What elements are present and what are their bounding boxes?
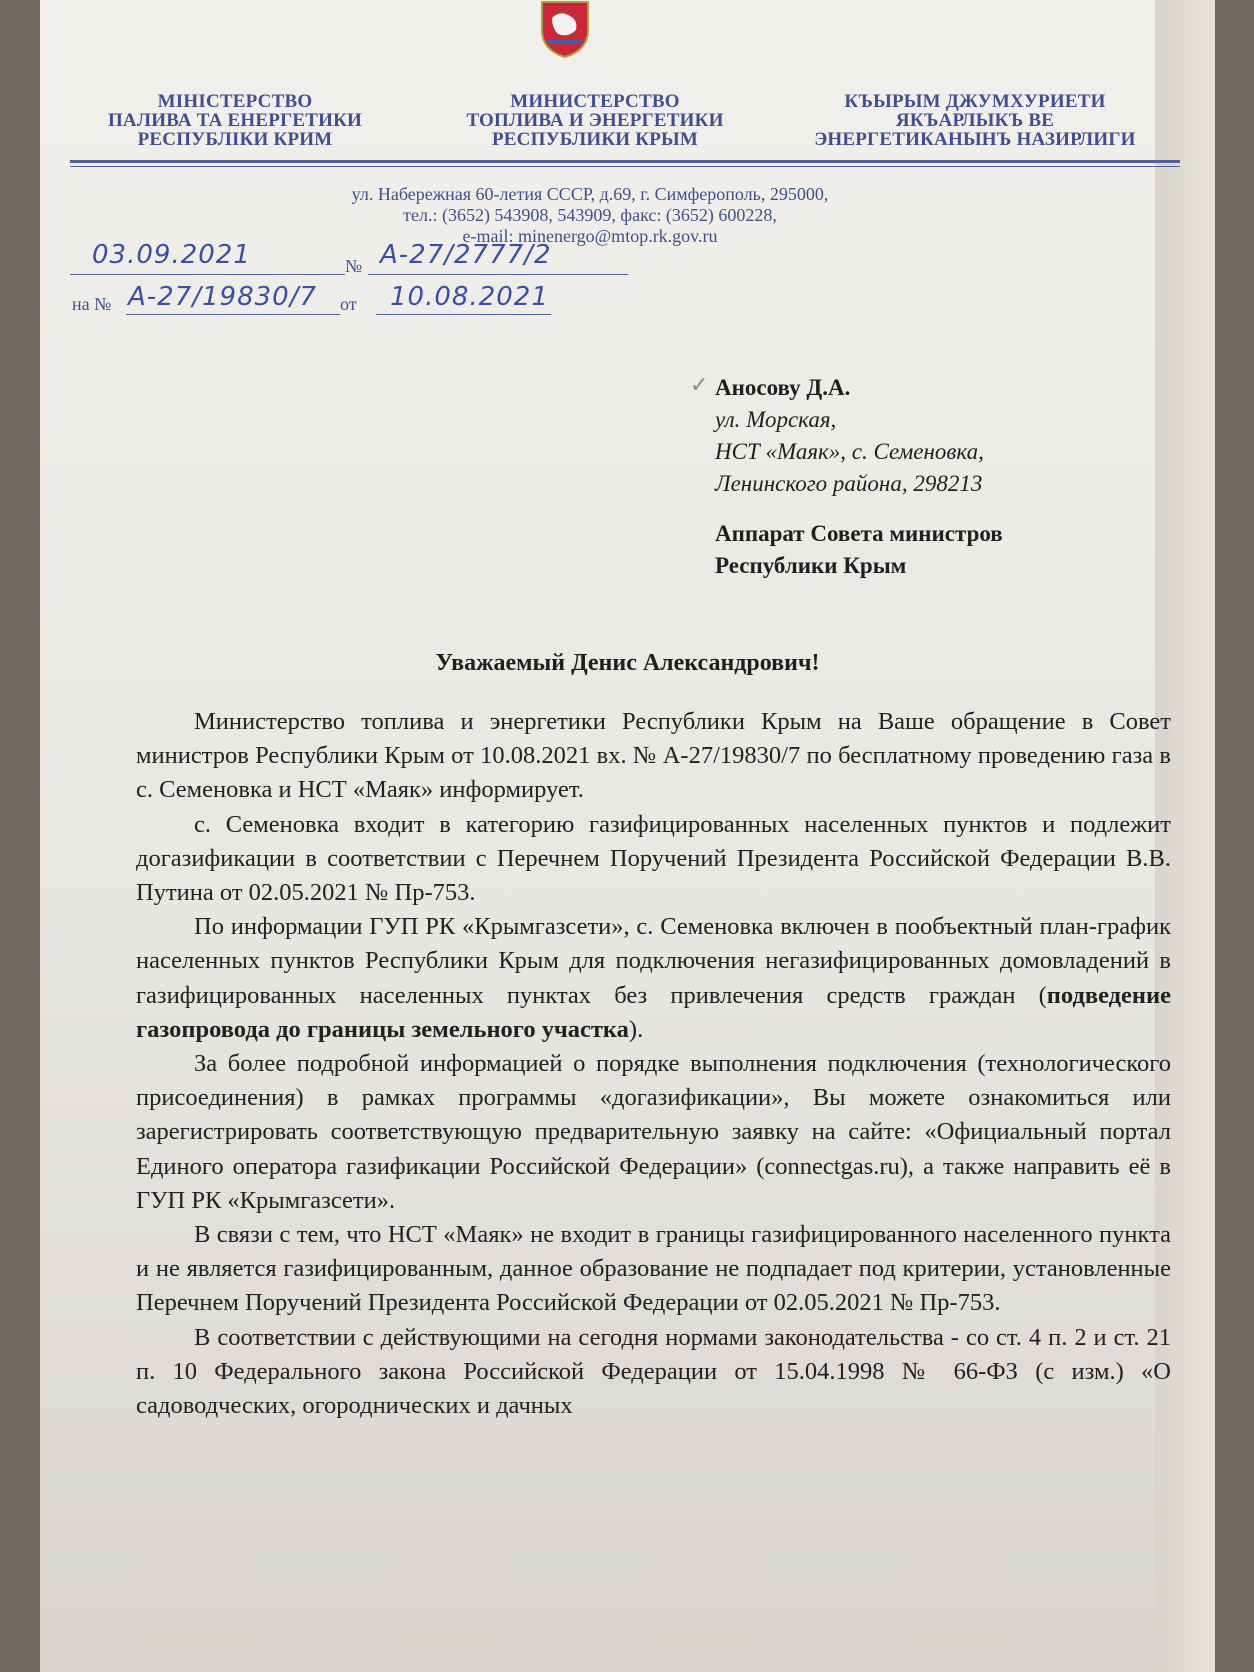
reference-number: А-27/19830/7 — [128, 282, 318, 312]
addressee-block — [715, 372, 1175, 582]
body-paragraph-4: За более подробной информацией о порядке выполнения подключения (технологического присоединения) в рамках программы «догазификации», Вы можете ознакомиться или зарегистрировать соответствующую предварительную заявку на сайте: «Официальный портал Единого оператора газификации Российской Федерации» (connectgas.ru), а также направить её в ГУП РК «Крымгазсети». — [136, 1050, 1171, 1214]
body-paragraph-3: По информации ГУП РК «Крымгазсети», с. Семеновка включен в пообъектный план-график населенных пунктов Республики Крым для подключения негазифицированных домовладений в газифицированных населенных пунктах без привлечения средств граждан (подведение газопровода до границы земельного участка). — [136, 913, 1171, 1043]
bold-emphasis: подведение газопровода до границы земельного участка — [136, 981, 1171, 1043]
address-line: ул. Набережная 60-летия СССР, д.69, г. Симферополь, 295000, — [351, 184, 829, 204]
date-underline — [70, 274, 345, 275]
header-divider — [70, 160, 1180, 163]
copy-recipient-line1: Аппарат Совета министров — [715, 521, 1003, 546]
body-paragraph-5: В связи с тем, что НСТ «Маяк» не входит в границы газифицированного населенного пункта и не является газифицированным, данное образование не подпадает под критерии, установленные Перечнем Поручений Президента Российской Федерации от 02.05.2021 № Пр-753. — [136, 1221, 1171, 1317]
body-paragraph-6: В соответствии с действующими на сегодня нормами законодательства - со ст. 4 п. 2 и ст. 21 п. 10 Федерального закона Российской Федерации от 15.04.1998 № 66-ФЗ (с изм.) «О садоводческих, огороднических и дачных — [136, 1323, 1171, 1420]
addressee-name: Аносову Д.А. — [715, 375, 851, 400]
addressee-street: ул. Морская, — [715, 407, 837, 432]
body-paragraph-2: с. Семеновка входит в категорию газифицированных населенных пунктов и подлежит догазификации в соответствии с Перечнем Поручений Президента Российской Федерации В.В. Путина от 02.05.2021 № Пр-753. — [136, 810, 1171, 907]
outgoing-date: 03.09.2021 — [92, 240, 251, 270]
outgoing-number: А-27/2777/2 — [380, 240, 552, 270]
letter-page — [40, 0, 1215, 1672]
body-paragraph-1: Министерство топлива и энергетики Республики Крым на Ваше обращение в Совет министров Республики Крым от 10.08.2021 вх. № А-27/19830/7 по бесплатному проведению газа в с. Семеновка и НСТ «Маяк» информирует. — [136, 708, 1171, 804]
addressee-district: Ленинского района, 298213 — [715, 471, 983, 496]
reference-label: на № — [72, 294, 112, 314]
from-label: от — [340, 294, 357, 314]
email-line: e-mail: minenergo@mtop.rk.gov.ru — [462, 226, 718, 246]
phone-line: тел.: (3652) 543908, 543909, факс: (3652) 600228, — [403, 205, 777, 225]
header-russian: МИНИСТЕРСТВО ТОПЛИВА И ЭНЕРГЕТИКИ РЕСПУБЛИКИ КРЫМ — [466, 91, 724, 150]
header-ukrainian: МІНІСТЕРСТВО ПАЛИВА ТА ЕНЕРГЕТИКИ РЕСПУБЛІКИ КРИМ — [107, 91, 363, 150]
salutation: Уважаемый Денис Александрович! — [435, 650, 820, 676]
copy-recipient-line2: Республики Крым — [715, 553, 907, 578]
crimea-coat-of-arms-icon — [538, 0, 592, 58]
check-mark-icon: ✓ — [690, 372, 709, 397]
reference-date: 10.08.2021 — [390, 282, 549, 312]
header-crimean-tatar: КЪЫРЫМ ДЖУМХУРИЕТИ ЯКЪАРЛЫКЪ ВЕ ЭНЕРГЕТИКАНЫНЪ НАЗИРЛИГИ — [814, 91, 1136, 150]
letter-body — [136, 705, 1171, 1423]
contact-block — [240, 184, 940, 247]
header-divider-thin — [70, 166, 1180, 167]
number-underline — [368, 274, 628, 275]
reference-date-underline — [376, 314, 551, 315]
addressee-settlement: НСТ «Маяк», с. Семеновка, — [715, 439, 984, 464]
number-label: № — [345, 256, 363, 276]
reference-underline — [126, 314, 340, 315]
ministry-header — [70, 92, 1180, 152]
